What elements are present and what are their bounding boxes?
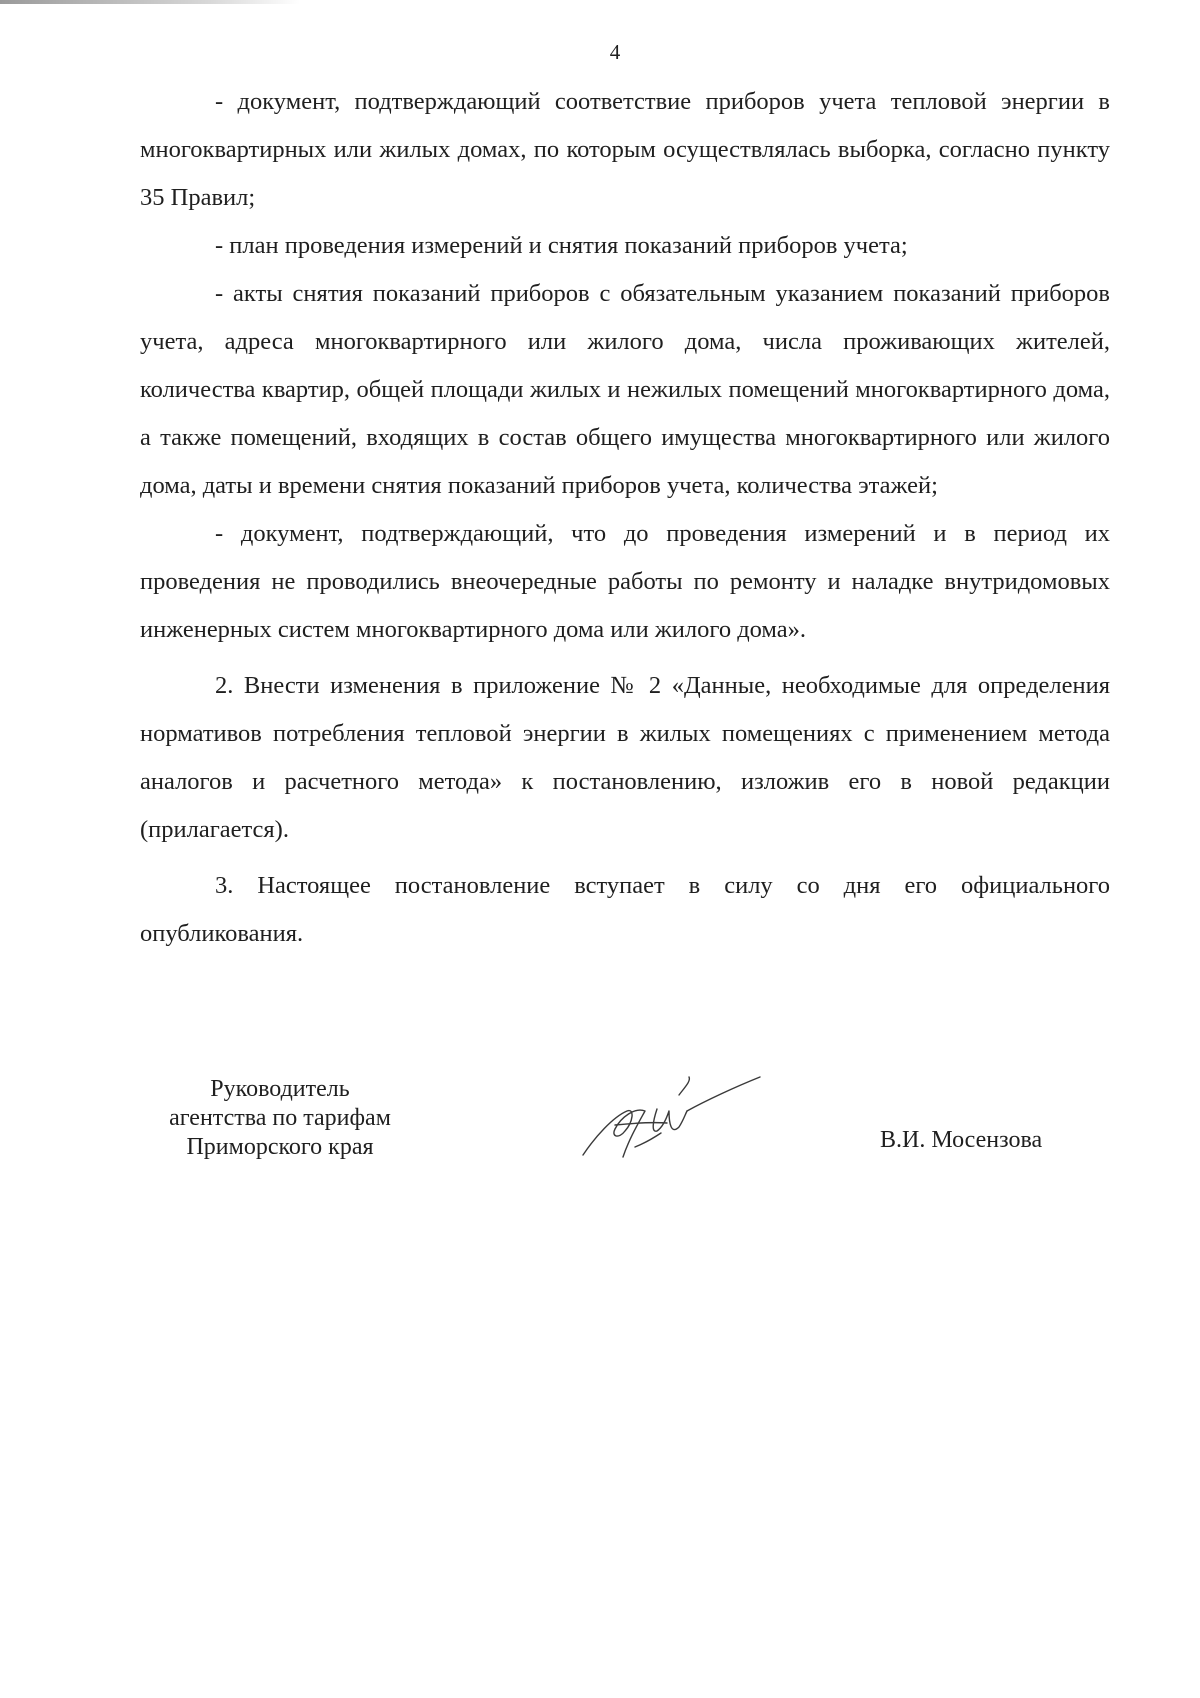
- paragraph-no-extra-works: - документ, подтверждающий, что до проведения измерений и в период их проведения не проводились внеочередные работы по ремонту и наладке внутридомовых инженерных систем многоквартирного дома или жилого дома».: [140, 520, 1110, 643]
- paragraph-measurement-plan: - план проведения измерений и снятия показаний приборов учета;: [215, 232, 908, 259]
- page-number: 4: [609, 40, 621, 64]
- signer-position-line: Приморского края: [186, 1134, 374, 1160]
- signer-position-line: агентства по тарифам: [169, 1105, 391, 1131]
- signer-position: [135, 1075, 425, 1162]
- signature-block: [0, 1075, 1200, 1205]
- paragraph-document-compliance: - документ, подтверждающий соответствие приборов учета тепловой энергии в многоквартирных или жилых домах, по которым осуществлялась выборка, согласно пункту 35 Правил;: [140, 88, 1110, 211]
- scan-edge-mark: [0, 0, 300, 4]
- paragraph-item-2: 2. Внести изменения в приложение № 2 «Данные, необходимые для определения нормативов потребления тепловой энергии в жилых помещениях с применением метода аналогов и расчетного метода» к постановлению, изложив его в новой редакции (прилагается).: [140, 672, 1110, 843]
- paragraph-reading-acts: - акты снятия показаний приборов с обязательным указанием показаний приборов учета, адреса многоквартирного или жилого дома, числа проживающих жителей, количества квартир, общей площади жилых и нежилых помещений многоквартирного дома, а также помещений, входящих в состав общего имущества многоквартирного или жилого дома, даты и времени снятия показаний приборов учета, количества этажей;: [140, 280, 1110, 499]
- paragraph-item-3: 3. Настоящее постановление вступает в силу со дня его официального опубликования.: [140, 872, 1110, 947]
- signer-position-line: Руководитель: [210, 1076, 350, 1102]
- handwritten-signature: [575, 1067, 765, 1177]
- document-body: [140, 78, 1110, 966]
- signer-name: В.И. Мосензова: [880, 1127, 1043, 1153]
